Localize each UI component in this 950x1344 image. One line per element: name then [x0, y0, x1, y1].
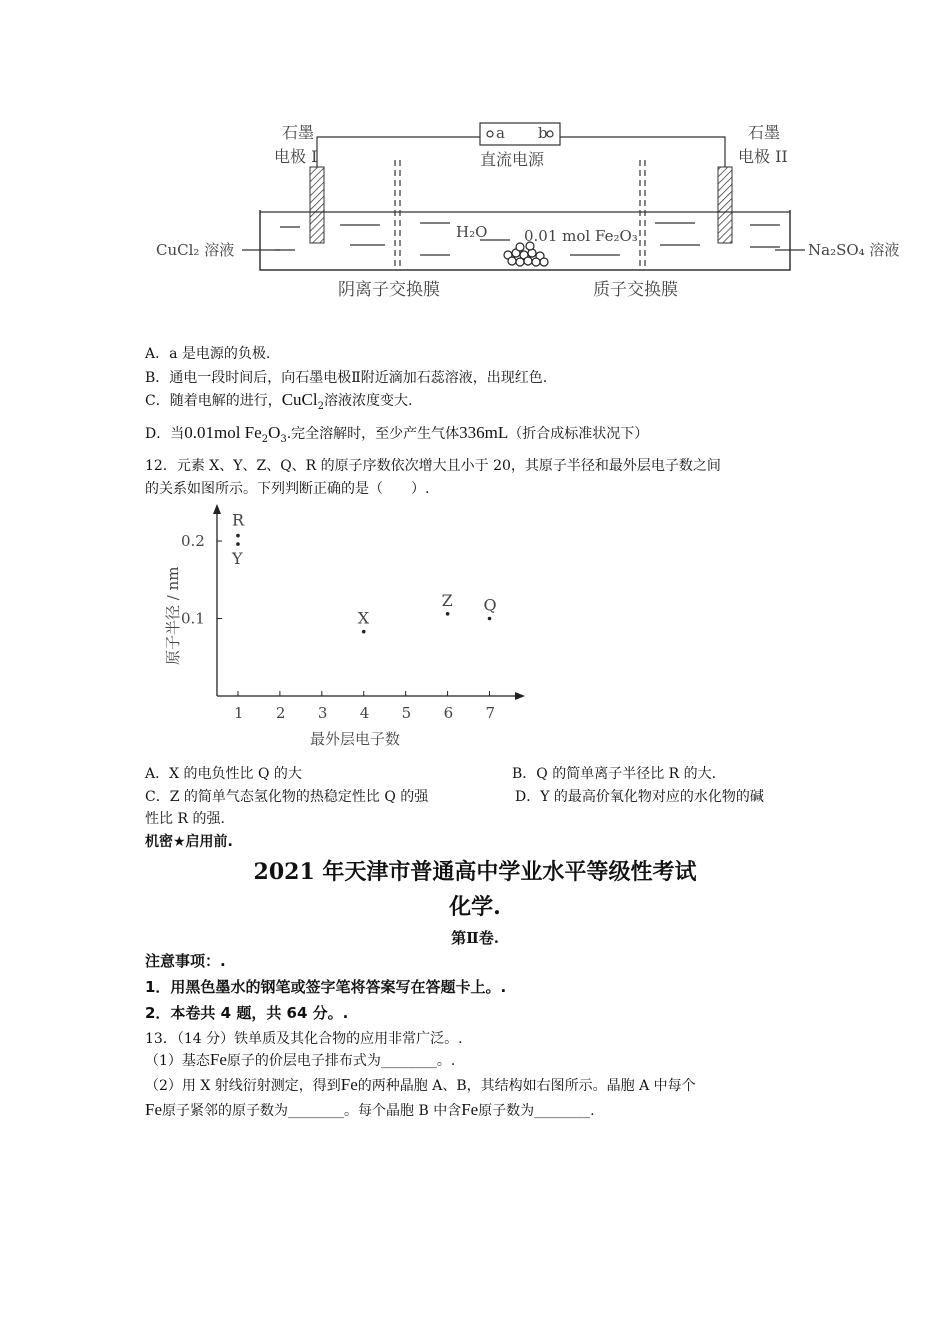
q13-p2-fe: Fe	[340, 1075, 358, 1094]
q13-p3-mid: 原子紧邻的原子数为________。每个晶胞 B 中含	[162, 1103, 462, 1119]
q13-p1-fe: Fe	[209, 1050, 227, 1069]
y-axis-arrow	[213, 504, 221, 514]
q12-option-b: B．Q 的简单离子半径比 R 的大.	[512, 766, 717, 782]
q11-c-sub: 2	[317, 400, 324, 412]
left-solution-label: CuCl₂ 溶液	[156, 241, 235, 259]
point-label-z: Z	[441, 590, 453, 610]
notes-item-2: 2．本卷共 4 题，共 64 分。.	[145, 1004, 349, 1022]
electrode-left	[310, 167, 324, 243]
q12-option-c: C．Z 的简单气态氢化物的热稳定性比 Q 的强	[145, 789, 429, 805]
point-x	[362, 630, 366, 634]
wire-left	[317, 137, 480, 167]
q13-p2-post: 的两种晶胞 A、B，其结构如右图所示。晶胞 A 中每个	[357, 1078, 696, 1094]
point-r	[236, 534, 240, 538]
power-label: 直流电源	[480, 150, 545, 169]
q11-c-text: C．随着电解的进行，	[145, 393, 282, 409]
q11-d-amount: 0.01mol Fe	[184, 423, 262, 442]
x-tick-label-4: 4	[359, 704, 370, 722]
q11-c-formula: CuCl	[281, 390, 318, 409]
x-axis-arrow	[515, 692, 525, 700]
notes-item-1: 1．用黑色墨水的钢笔或签字笔将答案写在答题卡上。.	[145, 978, 507, 996]
q13-p2-pre: （2）用 X 射线衍射测定，得到	[145, 1078, 341, 1094]
exam-title: 2021 年天津市普通高中学业水平等级性考试	[253, 859, 697, 885]
y-tick-label-0.1: 0.1	[181, 609, 205, 628]
point-z	[446, 612, 450, 616]
x-tick-label-7: 7	[485, 704, 496, 722]
secret-label: 机密★启用前.	[145, 834, 233, 850]
q13-part2-cont	[145, 1100, 595, 1120]
x-tick-label-5: 5	[401, 704, 412, 722]
q11-option-c	[145, 390, 412, 412]
part-title: 第Ⅱ卷.	[451, 929, 499, 947]
right-electrode-label-1: 石墨	[748, 123, 781, 142]
right-electrode-label-2: 电极 II	[738, 147, 788, 166]
q11-d-post: （折合成标准状况下）	[508, 426, 649, 442]
point-label-y: Y	[231, 549, 243, 569]
subject-title: 化学.	[449, 894, 501, 920]
q11-d-sub1: 2	[261, 433, 269, 445]
q13-intro: 13．（14 分）铁单质及其化合物的应用非常广泛。.	[145, 1031, 463, 1047]
q11-d-pre: D．当	[145, 426, 185, 442]
x-tick-label-1: 1	[233, 704, 244, 722]
y-tick-label-0.2: 0.2	[181, 532, 205, 550]
q13-p1-post: 原子的价层电子排布式为________。.	[226, 1053, 456, 1069]
x-tick-label-6: 6	[443, 704, 454, 722]
q13-p1-pre: （1）基态	[145, 1053, 210, 1069]
x-tick-label-2: 2	[275, 704, 286, 722]
q11-d-o: O	[268, 423, 281, 442]
notes-heading: 注意事项：.	[145, 952, 226, 970]
q13-p3-fe2: Fe	[461, 1100, 479, 1119]
fe2o3-particles	[504, 242, 548, 266]
fe2o3-label: 0.01 mol Fe₂O₃	[524, 227, 638, 245]
power-a-label: a	[496, 124, 505, 142]
left-electrode-label-1: 石墨	[282, 123, 315, 142]
x-axis-title: 最外层电子数	[310, 730, 401, 748]
point-y	[236, 542, 240, 546]
q12-stem-line2: 的关系如图所示。下列判断正确的是（ ）.	[145, 481, 430, 497]
point-label-r: R	[231, 510, 245, 530]
q11-d-sub2: 3	[280, 433, 287, 445]
q11-c-post: 溶液浓度变大.	[324, 393, 413, 409]
radius-scatter-chart	[150, 500, 540, 758]
q12-option-d: D．Y 的最高价氧化物对应的水化物的碱	[515, 789, 764, 805]
q11-option-d	[145, 423, 648, 445]
left-electrode-label-2: 电极 I	[274, 147, 318, 166]
power-b-label: b	[538, 124, 548, 142]
q11-option-a: A．a 是电源的负极.	[145, 346, 271, 362]
q11-d-vol: 336mL	[459, 423, 509, 442]
point-q	[488, 617, 492, 621]
q13-p3-fe: Fe	[145, 1100, 162, 1119]
right-membrane-label: 质子交换膜	[593, 280, 678, 300]
water-label: H₂O	[456, 223, 488, 241]
q13-part2	[145, 1075, 696, 1095]
point-label-x: X	[357, 608, 370, 628]
electrolysis-diagram	[150, 115, 910, 305]
q11-d-mid: .完全溶解时，至少产生气体	[286, 426, 460, 442]
power-box	[480, 123, 560, 145]
y-axis-title: 原子半径 / nm	[164, 566, 182, 665]
point-label-q: Q	[483, 595, 497, 615]
q12-stem-line1: 12．元素 X、Y、Z、Q、R 的原子序数依次增大且小于 20，其原子半径和最外层电子数之间	[145, 458, 721, 474]
electrode-right	[718, 167, 732, 243]
q12-option-a: A．X 的电负性比 Q 的大	[145, 766, 302, 782]
left-membrane-label: 阴离子交换膜	[338, 280, 440, 300]
q12-option-d-cont: 性比 R 的强.	[145, 811, 225, 827]
q11-option-b: B．通电一段时间后，向石墨电极Ⅱ附近滴加石蕊溶液，出现红色.	[145, 370, 548, 386]
wire-right	[560, 137, 725, 167]
x-tick-label-3: 3	[317, 704, 328, 722]
q13-p3-post: 原子数为________.	[478, 1103, 595, 1119]
q13-part1	[145, 1050, 455, 1070]
right-solution-label: Na₂SO₄ 溶液	[808, 241, 900, 259]
